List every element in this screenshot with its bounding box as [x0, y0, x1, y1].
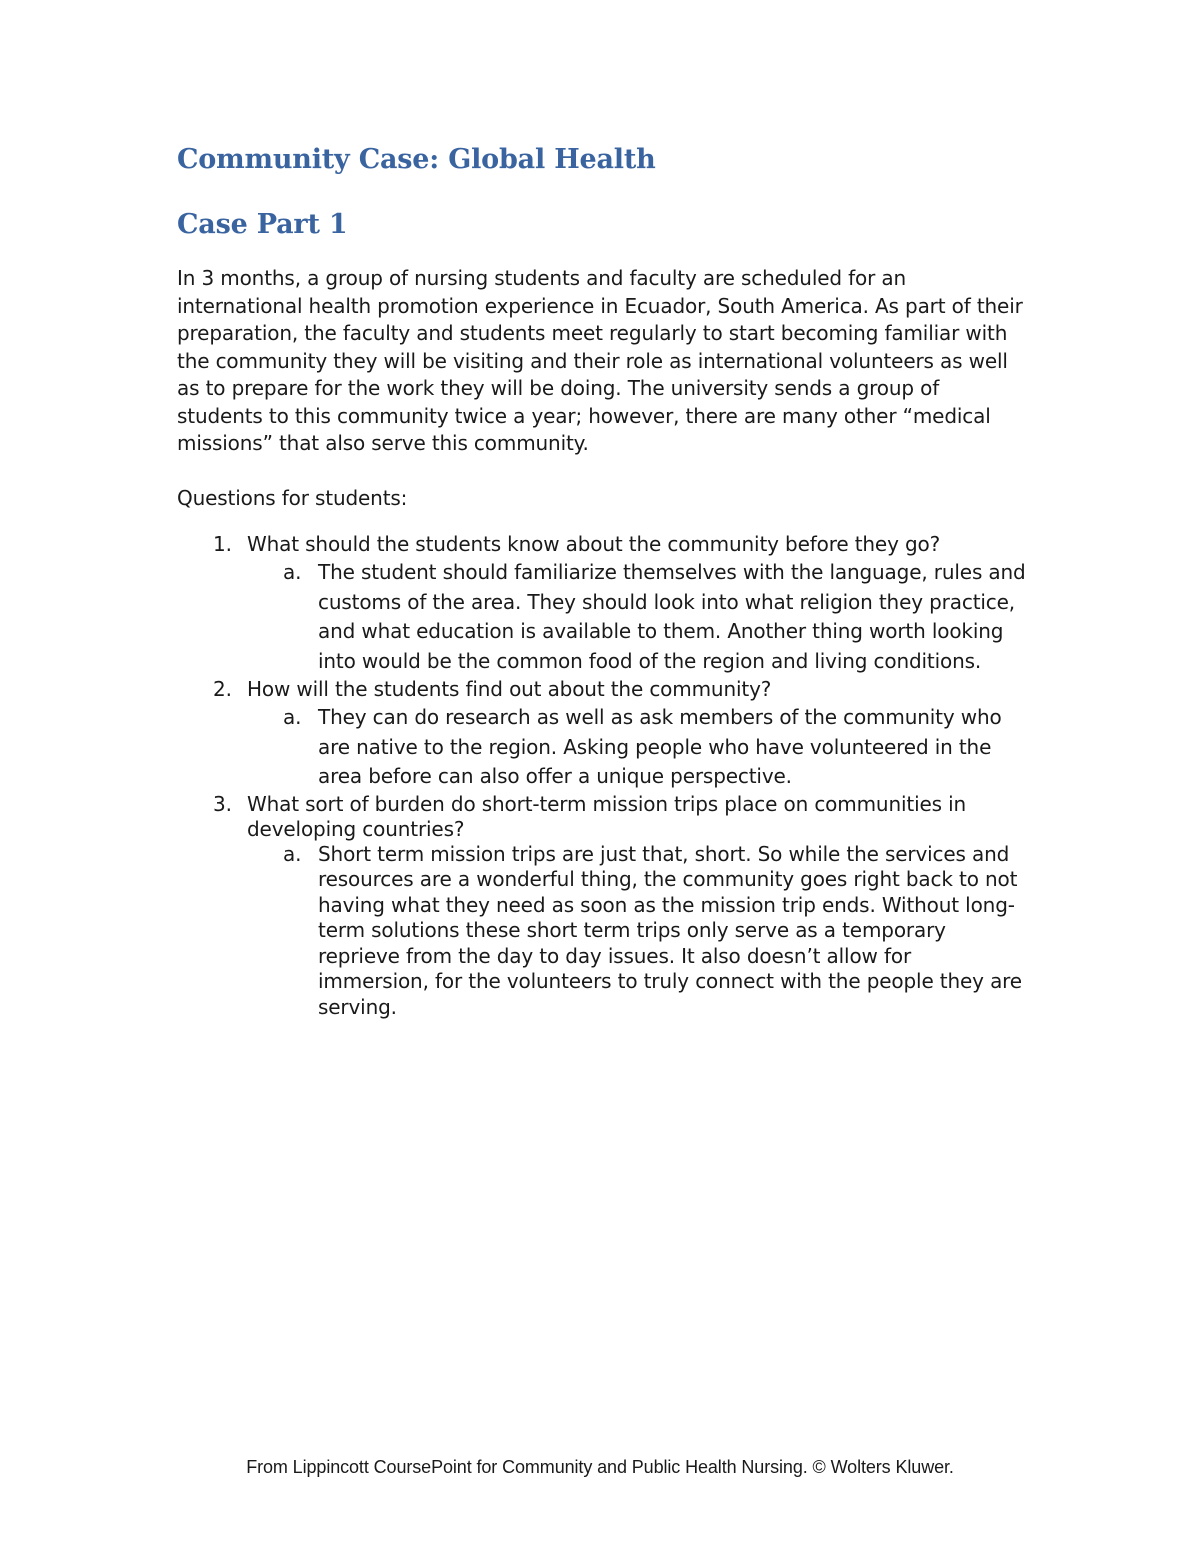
question-number: 1. — [213, 532, 232, 556]
answers-list — [247, 703, 1037, 792]
answer-letter: a. — [283, 705, 302, 729]
document-title: Community Case: Global Health — [177, 144, 656, 175]
answer-item — [247, 558, 1037, 676]
question-number: 3. — [213, 791, 232, 816]
question-number: 2. — [213, 677, 232, 701]
question-text: How will the students find out about the community? — [247, 677, 772, 701]
answers-list — [247, 558, 1037, 676]
case-part-title: Case Part 1 — [177, 209, 348, 240]
question-item — [177, 792, 1037, 1021]
answer-letter: a. — [283, 560, 302, 584]
document-body — [177, 140, 1037, 1021]
answer-item — [247, 842, 1037, 1021]
questions-heading: Questions for students: — [177, 485, 408, 510]
answer-letter: a. — [283, 841, 302, 866]
question-text: What should the students know about the community before they go? — [247, 532, 941, 556]
questions-list — [177, 531, 1037, 1021]
answer-text: They can do research as well as ask members of the community who are native to the region. Asking people who have volunteered in the area before can also offer a unique perspective. — [318, 705, 1002, 788]
page-footer: From Lippincott CoursePoint for Community and Public Health Nursing. © Wolters Kluwer. — [246, 1457, 954, 1477]
answer-text: The student should familiarize themselves with the language, rules and customs of the area. They should look into what religion they practice, and what education is available to them. Another thing worth looking into would be the common food of the region and living conditions. — [318, 560, 1026, 673]
question-text: What sort of burden do short-term mission trips place on communities in developing countries? — [247, 791, 967, 841]
answer-item — [247, 703, 1037, 792]
answer-text: Short term mission trips are just that, short. So while the services and resources are a wonderful thing, the community goes right back to not having what they need as soon as the mission trip ends. Without long-term solutions these short term trips only serve as a temporary reprieve from the day to day issues. It also doesn’t allow for immersion, for the volunteers to truly connect with the people they are serving. — [318, 841, 1022, 1020]
question-item — [177, 531, 1037, 676]
answers-list — [247, 842, 1037, 1021]
case-intro-paragraph: In 3 months, a group of nursing students and faculty are scheduled for an international health promotion experience in Ecuador, South America. As part of their preparation, the faculty and students meet regularly to start becoming familiar with the community they will be visiting and their role as international volunteers as well as to prepare for the work they will be doing. The university sends a group of students to this community twice a year; however, there are many other “medical missions” that also serve this community. — [177, 266, 1023, 455]
question-item — [177, 676, 1037, 792]
